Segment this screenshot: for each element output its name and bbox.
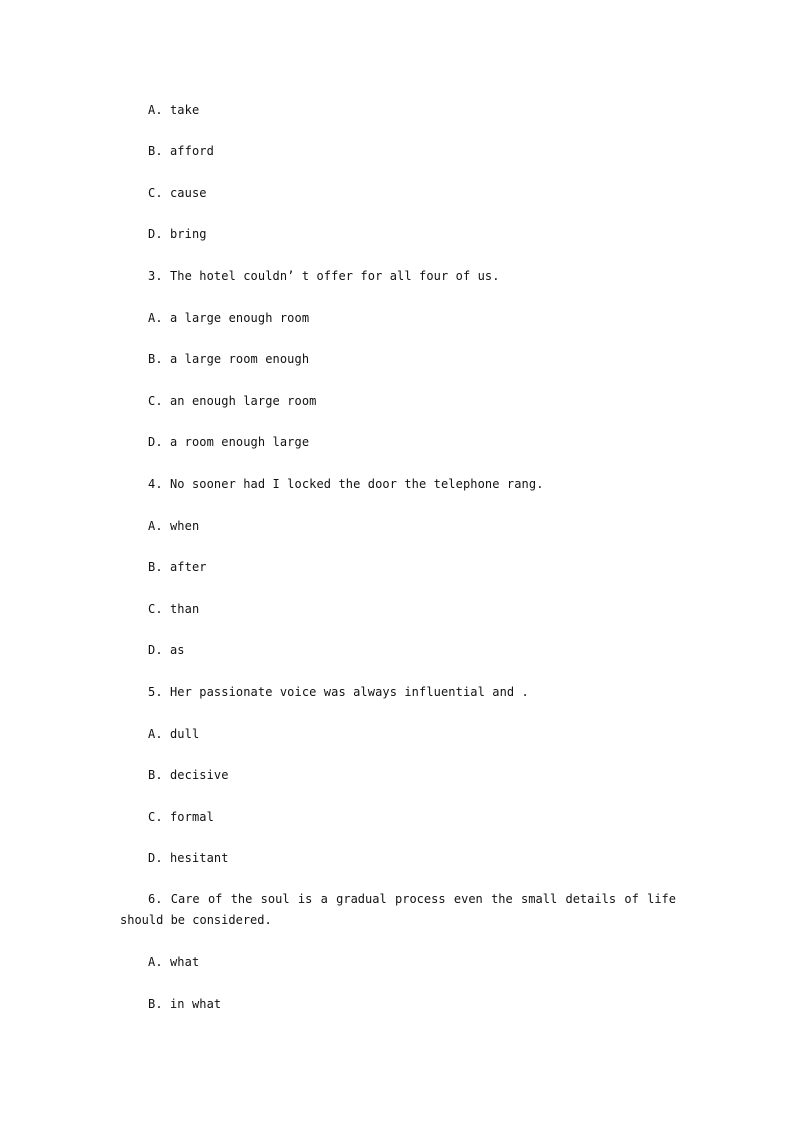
- option-b-in-what: B. in what: [148, 997, 222, 1011]
- option-a-dull: A. dull: [148, 727, 200, 741]
- option-d-hesitant: D. hesitant: [148, 851, 229, 865]
- question-5: 5. Her passionate voice was always influential and .: [148, 685, 529, 699]
- option-c-cause: C. cause: [148, 186, 207, 200]
- option-b-large-room-enough: B. a large room enough: [148, 352, 310, 366]
- option-c-than: C. than: [148, 602, 200, 616]
- option-c-formal: C. formal: [148, 810, 214, 824]
- option-b-after: B. after: [148, 560, 207, 574]
- option-a-when: A. when: [148, 519, 200, 533]
- option-c-enough-large-room: C. an enough large room: [148, 394, 317, 408]
- option-b-afford: B. afford: [148, 144, 214, 158]
- option-b-decisive: B. decisive: [148, 768, 229, 782]
- question-4: 4. No sooner had I locked the door the telephone rang.: [148, 477, 544, 491]
- option-a-take: A. take: [148, 103, 200, 117]
- option-d-bring: D. bring: [148, 227, 207, 241]
- question-6: 6. Care of the soul is a gradual process even the small details of life should be considered.: [120, 892, 676, 927]
- option-d-as: D. as: [148, 643, 185, 657]
- option-a-what: A. what: [148, 955, 200, 969]
- question-3: 3. The hotel couldn’ t offer for all four of us.: [148, 269, 500, 283]
- option-a-large-enough-room: A. a large enough room: [148, 311, 310, 325]
- option-d-room-enough-large: D. a room enough large: [148, 435, 310, 449]
